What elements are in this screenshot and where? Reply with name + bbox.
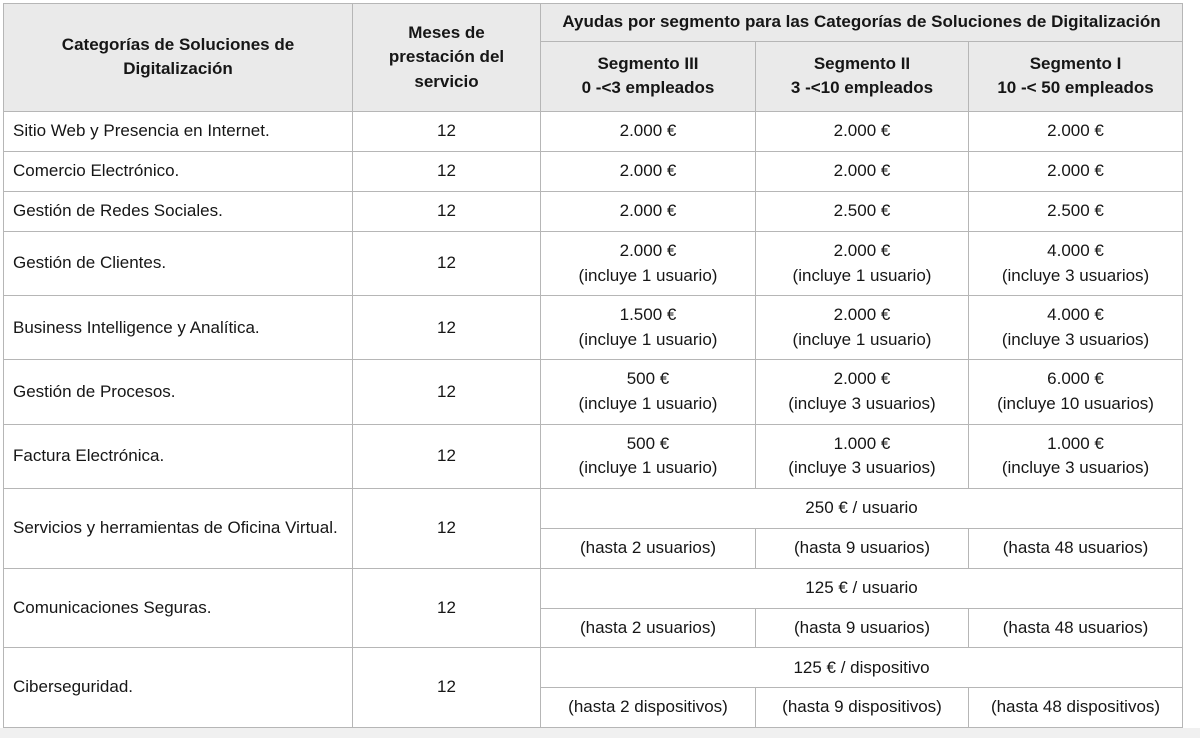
- amount: 2.500 €: [1047, 201, 1104, 221]
- amount: 2.000 €: [833, 161, 891, 181]
- segment-1-header-cell: [969, 41, 1183, 111]
- amount-cell-seg1: [969, 424, 1183, 488]
- category-cell: Gestión de Procesos.: [4, 360, 353, 424]
- months-cell: 12: [353, 568, 541, 648]
- group-header-row: [4, 4, 1183, 42]
- amount: 4.000 €: [1047, 240, 1104, 260]
- months-cell: 12: [353, 360, 541, 424]
- amount: 2.000 €: [833, 240, 891, 260]
- amount: 2.000 €: [619, 240, 677, 260]
- amount-cell-seg3: [541, 191, 756, 231]
- rate-cell: 125 € / dispositivo: [541, 648, 1183, 688]
- months-cell: 12: [353, 648, 541, 728]
- table-row-rate: [4, 568, 1183, 608]
- table-row-rate: [4, 648, 1183, 688]
- table-row: [4, 191, 1183, 231]
- amount-cell-seg2: [756, 296, 969, 360]
- user-note: (incluye 1 usuario): [578, 265, 718, 285]
- user-note: (incluye 3 usuarios): [1001, 329, 1150, 349]
- rate-cell: 250 € / usuario: [541, 489, 1183, 529]
- table-row: [4, 111, 1183, 151]
- segment-employees: 10 -< 50 empleados: [997, 78, 1154, 98]
- group-title-cell: Ayudas por segmento para las Categorías de Soluciones de Digitalización: [541, 4, 1183, 42]
- amount-cell-seg3: [541, 424, 756, 488]
- limit-cell-seg3: (hasta 2 usuarios): [541, 608, 756, 648]
- amount-cell-seg2: [756, 231, 969, 295]
- table-row: [4, 360, 1183, 424]
- months-cell: 12: [353, 151, 541, 191]
- amount: 2.000 €: [1047, 161, 1104, 181]
- category-cell: Gestión de Clientes.: [4, 231, 353, 295]
- amount-cell-seg3: [541, 231, 756, 295]
- segment-3-header-cell: [541, 41, 756, 111]
- amount-cell-seg3: [541, 360, 756, 424]
- amount-cell-seg3: [541, 151, 756, 191]
- months-cell: 12: [353, 296, 541, 360]
- table-body: [4, 111, 1183, 727]
- limit-cell-seg2: (hasta 9 dispositivos): [756, 688, 969, 728]
- amount-cell-seg2: [756, 111, 969, 151]
- amount: 500 €: [626, 433, 670, 453]
- months-cell: 12: [353, 231, 541, 295]
- amount-cell-seg1: [969, 360, 1183, 424]
- user-note: (incluye 3 usuarios): [1001, 458, 1150, 478]
- page-bottom-strip: [0, 728, 1200, 738]
- amount-cell-seg2: [756, 424, 969, 488]
- amount: 500 €: [626, 369, 670, 389]
- rate-cell: 125 € / usuario: [541, 568, 1183, 608]
- table-row: [4, 231, 1183, 295]
- category-cell: Comunicaciones Seguras.: [4, 568, 353, 648]
- segment-employees: 0 -<3 empleados: [581, 78, 715, 98]
- category-cell: Gestión de Redes Sociales.: [4, 191, 353, 231]
- limit-cell-seg3: (hasta 2 dispositivos): [541, 688, 756, 728]
- user-note: (incluye 1 usuario): [792, 265, 932, 285]
- months-header-cell: Meses de prestación del servicio: [353, 4, 541, 112]
- limit-cell-seg3: (hasta 2 usuarios): [541, 529, 756, 569]
- months-cell: 12: [353, 191, 541, 231]
- user-note: (incluye 3 usuarios): [788, 394, 936, 414]
- table-row: [4, 296, 1183, 360]
- months-cell: 12: [353, 111, 541, 151]
- amount-cell-seg2: [756, 151, 969, 191]
- category-cell: Business Intelligence y Analítica.: [4, 296, 353, 360]
- user-note: (incluye 1 usuario): [578, 329, 718, 349]
- user-note: (incluye 1 usuario): [578, 458, 718, 478]
- amount: 2.000 €: [833, 369, 891, 389]
- segment-name: Segmento II: [813, 53, 911, 73]
- user-note: (incluye 3 usuarios): [788, 458, 936, 478]
- amount: 2.000 €: [833, 121, 891, 141]
- amount-cell-seg1: [969, 111, 1183, 151]
- amount: 4.000 €: [1047, 305, 1104, 325]
- amount: 2.000 €: [619, 161, 677, 181]
- segment-employees: 3 -<10 empleados: [790, 78, 934, 98]
- months-cell: 12: [353, 424, 541, 488]
- amount: 2.000 €: [1047, 121, 1104, 141]
- amount: 2.000 €: [619, 121, 677, 141]
- subsidy-table: [3, 3, 1183, 728]
- user-note: (incluye 1 usuario): [578, 394, 718, 414]
- amount-cell-seg3: [541, 111, 756, 151]
- user-note: (incluye 3 usuarios): [1001, 265, 1150, 285]
- table-row: [4, 151, 1183, 191]
- limit-cell-seg1: (hasta 48 usuarios): [969, 529, 1183, 569]
- user-note: (incluye 1 usuario): [792, 329, 932, 349]
- limit-cell-seg2: (hasta 9 usuarios): [756, 608, 969, 648]
- table-row-rate: [4, 489, 1183, 529]
- segment-name: Segmento III: [597, 53, 699, 73]
- limit-cell-seg2: (hasta 9 usuarios): [756, 529, 969, 569]
- category-cell: Sitio Web y Presencia en Internet.: [4, 111, 353, 151]
- table-header: [4, 4, 1183, 112]
- amount-cell-seg1: [969, 231, 1183, 295]
- amount-cell-seg3: [541, 296, 756, 360]
- amount: 1.500 €: [619, 305, 677, 325]
- category-cell: Servicios y herramientas de Oficina Virtual.: [4, 489, 353, 569]
- months-cell: 12: [353, 489, 541, 569]
- segment-name: Segmento I: [1029, 53, 1122, 73]
- amount: 6.000 €: [1047, 369, 1104, 389]
- limit-cell-seg1: (hasta 48 usuarios): [969, 608, 1183, 648]
- amount: 1.000 €: [833, 433, 891, 453]
- amount-cell-seg1: [969, 151, 1183, 191]
- category-cell: Comercio Electrónico.: [4, 151, 353, 191]
- amount: 2.000 €: [619, 201, 677, 221]
- segment-2-header-cell: [756, 41, 969, 111]
- category-cell: Ciberseguridad.: [4, 648, 353, 728]
- categories-header-cell: Categorías de Soluciones de Digitalización: [4, 4, 353, 112]
- category-cell: Factura Electrónica.: [4, 424, 353, 488]
- user-note: (incluye 10 usuarios): [997, 394, 1154, 414]
- amount-cell-seg1: [969, 296, 1183, 360]
- amount: 2.500 €: [833, 201, 891, 221]
- amount: 1.000 €: [1047, 433, 1104, 453]
- amount-cell-seg1: [969, 191, 1183, 231]
- limit-cell-seg1: (hasta 48 dispositivos): [969, 688, 1183, 728]
- amount-cell-seg2: [756, 360, 969, 424]
- table-row: [4, 424, 1183, 488]
- amount-cell-seg2: [756, 191, 969, 231]
- amount: 2.000 €: [833, 305, 891, 325]
